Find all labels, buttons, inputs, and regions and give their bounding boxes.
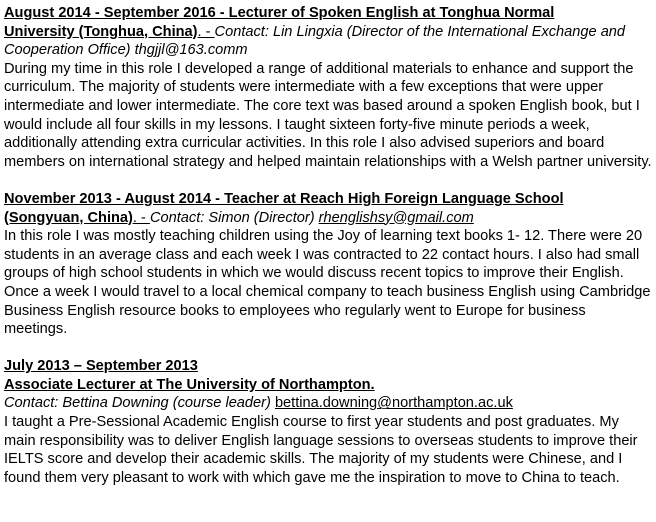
job-location: University (Tonghua, China) bbox=[4, 23, 198, 40]
job-heading bbox=[4, 357, 652, 413]
job-title-line: Associate Lecturer at The University of Northampton. bbox=[4, 376, 375, 393]
job-description: During my time in this role I developed a range of additional materials to enhance and support the curriculum. The majority of students were intermediate with a few exceptions that were upper intermediate and lower intermediate. The core text was based around a spoken English book, but I would include all four skills in my lessons. I taught sixteen forty-five minute periods a week, additionally attending extra curricular activities. In this role I also advised superiors and board members on international strategy and helped maintain relationships with a Welsh partner university. bbox=[4, 60, 652, 170]
job-description: In this role I was mostly teaching children using the Joy of learning text books 1- 12. There were 20 students in an average class and each week I was contracted to 22 contact hours. I also had small groups of high school students in which we would discuss recent topics to improve their English. Once a week I would travel to a local chemical company to teach business English using Cambridge Business English resource books to employees who regularly went to Europe for business meetings. bbox=[4, 228, 651, 338]
contact-info: Contact: Simon (Director) bbox=[149, 209, 319, 226]
job-title-line: August 2014 - September 2016 - Lecturer of Spoken English at Tonghua Normal bbox=[4, 5, 555, 21]
contact-email-link[interactable]: bettina.downing@northampton.ac.uk bbox=[274, 395, 513, 412]
job-title-line: November 2013 - August 2014 - Teacher at Reach High Foreign Language School bbox=[4, 190, 564, 207]
job-description: I taught a Pre-Sessional Academic English course to first year students and post graduates. My main responsibility was to deliver English language sessions to overseas students to improve their IELTS score and develop their academic skills. The majority of my students were Chinese, and I found them very pleasant to work with which gave me the inspiration to move to China to teach. bbox=[4, 414, 638, 486]
job-entry-tonghua bbox=[4, 4, 652, 171]
spacer bbox=[4, 171, 652, 190]
job-heading bbox=[4, 190, 652, 227]
job-location: (Songyuan, China) bbox=[4, 209, 133, 226]
job-dates: July 2013 – September 2013 bbox=[4, 358, 198, 375]
spacer bbox=[4, 339, 652, 358]
contact-email-link[interactable]: rhenglishsy@gmail.com bbox=[318, 209, 474, 226]
heading-separator: . - bbox=[197, 23, 215, 40]
job-entry-reach-high bbox=[4, 190, 652, 339]
job-entry-northampton bbox=[4, 357, 652, 487]
heading-separator: . - bbox=[132, 209, 150, 226]
contact-info: Contact: Bettina Downing (course leader) bbox=[4, 395, 275, 412]
contact-info: Contact: Lin Lingxia (Director of the International Exchange and Cooperation Office) thgjjl@163.comm bbox=[4, 23, 626, 59]
job-heading bbox=[4, 4, 652, 60]
